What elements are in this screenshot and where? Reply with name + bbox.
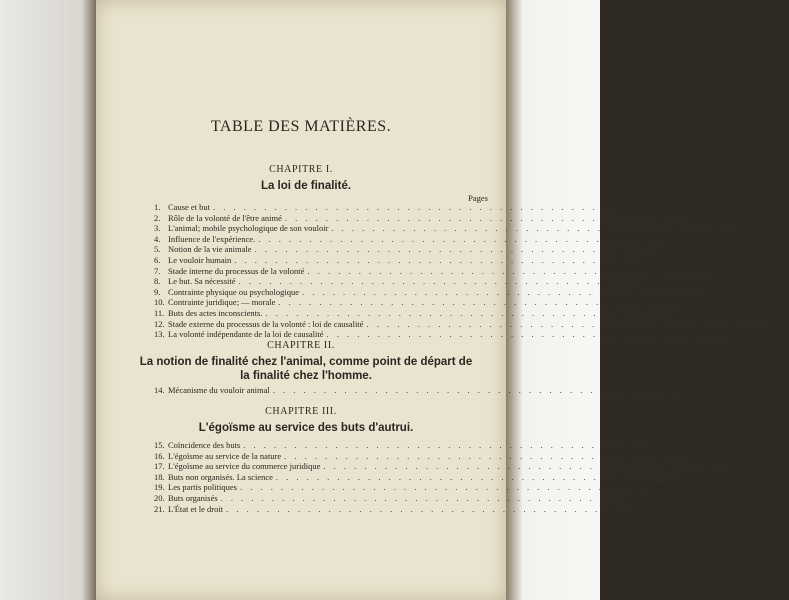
toc-entry [154, 286, 725, 298]
chapter-1-entries [154, 202, 789, 340]
chapter-3-label: CHAPITRE III. [265, 406, 337, 417]
toc-entry-page: 15 [780, 318, 789, 329]
dot-leader: . . . . . . . . . . . . . . . . . . . . . . . . . . . . . . . . . . . . . . . . [238, 276, 644, 287]
pages-column-label: Pages [468, 193, 488, 203]
toc-entry-page: 24 [698, 450, 708, 461]
left-background [0, 0, 96, 600]
toc-entry-title: Stade externe du processus de la volonté : loi de causalité [168, 318, 364, 329]
chapter-1-heading: La loi de finalité. [260, 180, 352, 192]
dot-leader: . . . . . . . . . . . . . . . . . . . . . . . . . . . . . . . . . . . . . . . . [226, 503, 631, 514]
toc-entry-title: Buts des actes inconscients. [168, 307, 263, 318]
toc-entry-number: 20. [154, 492, 165, 503]
dot-leader: . . . . . . . . . . . . . . . . . . . . . . . . . . . . . . . . . . . . . . . . [284, 450, 690, 461]
toc-entry [154, 461, 747, 472]
toc-entry [154, 471, 699, 483]
toc-entry-number: 7. [154, 265, 161, 276]
toc-entry-title: Contrainte juridique; — morale [168, 297, 276, 308]
toc-entry-page: 18 [687, 385, 696, 395]
toc-entry-title: Les partis politiques [168, 482, 237, 493]
toc-entry [154, 503, 649, 515]
chapter-1-label: CHAPITRE I. [269, 164, 333, 175]
chapter-2-heading: La notion de finalité chez l'animal, comme point de départ de la finalité chez l'homme. [139, 356, 473, 382]
dot-leader: . . . . . . . . . . . . . . . . . . . . . . . . . . . . . . . . . . . . . . . . [265, 307, 671, 318]
toc-entry-title: Buts organisés [168, 492, 218, 503]
toc-entry [154, 254, 658, 266]
toc-entry-title: L'État et le droit [168, 503, 224, 514]
toc-entry-page: 2 [703, 212, 708, 223]
dot-leader: . . . . . . . . . . . . . . . . . . . . . . . . . . . . . . . . . . . . . . . . [234, 254, 640, 265]
toc-entry-number: 1. [154, 202, 161, 212]
toc-entry-title: Cause et but [168, 202, 211, 212]
toc-entry-number: 17. [154, 461, 165, 472]
toc-entry [154, 440, 667, 451]
toc-entry [154, 385, 696, 396]
toc-entry-number: 18. [154, 471, 165, 482]
dot-leader: . . . . . . . . . . . . . . . . . . . . . . . . . . . . . . . . . . . . . . . . [272, 385, 678, 395]
toc-entry-number: 2. [154, 212, 161, 223]
toc-entry-number: 8. [154, 276, 161, 287]
toc-entry [154, 492, 644, 504]
toc-entry-number: 13. [154, 329, 165, 340]
chapter-3-heading: L'égoïsme au service des buts d'autrui. [198, 422, 414, 434]
toc-entry-page: 8 [657, 276, 662, 287]
chapter-3-entries [154, 440, 747, 514]
dot-leader: . . . . . . . . . . . . . . . . . . . . . . . . . . . . . . . . . . . . . . . . [254, 244, 660, 255]
dot-leader: . . . . . . . . . . . . . . . . . . . . . . . . . . . . . . . . . . . . . . . . [307, 265, 713, 276]
toc-entry-number: 6. [154, 254, 161, 265]
toc-entry-number: 10. [154, 297, 165, 308]
toc-entry-page: 25 [737, 461, 747, 472]
toc-entry-number: 16. [154, 450, 165, 461]
toc-entry-page: 29 [654, 482, 663, 493]
toc-entry-page: 23 [657, 440, 667, 450]
toc-entry-title: L'égoïsme au service du commerce juridique [168, 461, 321, 472]
toc-entry-number: 5. [154, 244, 161, 255]
toc-entry-page: 3 [750, 223, 755, 234]
dot-leader: . . . . . . . . . . . . . . . . . . . . . . . . . . . . . . . . . . . . . . . . [278, 297, 684, 308]
toc-entry [154, 318, 789, 330]
toc-entry-page: 1 [631, 202, 636, 212]
toc-entry [154, 233, 682, 245]
dot-leader: . . . . . . . . . . . . . . . . . . . . . . . . . . . . . . . . . . . . . . . . [243, 440, 649, 450]
toc-entry [154, 482, 663, 493]
toc-entry-page: 4 [676, 233, 682, 244]
toc-entry-page: 7 [726, 265, 731, 276]
toc-entry-number: 12. [154, 318, 165, 329]
toc-entry [154, 329, 750, 340]
toc-entry-title: Rôle de la volonté de l'être animé [168, 212, 282, 223]
book-page [96, 0, 789, 600]
toc-entry-number: 21. [154, 503, 165, 514]
toc-entry-page: 10 [716, 286, 725, 297]
toc-entry [154, 307, 689, 319]
toc-entry-page: 29 [635, 492, 644, 503]
toc-entry-page: 7 [652, 254, 658, 265]
toc-entry [154, 276, 662, 287]
toc-entry-page: 13 [679, 307, 689, 318]
toc-entry-page: 28 [690, 471, 699, 482]
dot-leader: . . . . . . . . . . . . . . . . . . . . . . . . . . . . . . . . . . . . . . . . [331, 223, 737, 234]
dot-leader: . . . . . . . . . . . . . . . . . . . . . . . . . . . . . . . . . . . . . . . . [275, 471, 681, 482]
chapter-2-label: CHAPITRE II. [267, 340, 335, 351]
toc-entry-page: 12 [692, 297, 702, 308]
toc-entry-title: Buts non organisés. La science [168, 471, 273, 482]
toc-entry-title: Coïncidence des buts [168, 440, 241, 450]
dot-leader: . . . . . . . . . . . . . . . . . . . . . . . . . . . . . . . . . . . . . . . . [258, 233, 664, 244]
dot-leader: . . . . . . . . . . . . . . . . . . . . . . . . . . . . . . . . . . . . . . . . [323, 461, 729, 472]
dot-leader: . . . . . . . . . . . . . . . . . . . . . . . . . . . . . . . . . . . . . . . . [220, 492, 626, 503]
toc-entry-title: L'animal; mobile psychologique de son vouloir [168, 223, 329, 234]
toc-entry-number: 19. [154, 482, 165, 493]
toc-entry-number: 11. [154, 307, 165, 318]
toc-entry-page: 30 [640, 503, 649, 514]
toc-entry-number: 15. [154, 440, 165, 450]
toc-entry-page: 15 [740, 329, 750, 340]
page-title: TABLE DES MATIÈRES. [210, 118, 392, 135]
toc-entry [154, 202, 636, 213]
dot-leader: . . . . . . . . . . . . . . . . . . . . . . . . . . . . . . . . . . . . . . . . [284, 212, 690, 223]
chapter-2-entries [154, 385, 696, 396]
toc-entry-number: 14. [154, 385, 165, 395]
toc-entry-page: 5 [673, 244, 678, 255]
toc-entry-title: Notion de la vie animale [168, 244, 252, 255]
toc-entry-title: Mécanisme du vouloir animal [168, 385, 270, 395]
toc-entry-title: Le vouloir humain [168, 254, 232, 265]
toc-entry [154, 450, 708, 462]
toc-entry-title: Le but. Sa nécessité [168, 276, 236, 287]
dot-leader: . . . . . . . . . . . . . . . . . . . . . . . . . . . . . . . . . . . . . . . . [366, 318, 772, 329]
toc-entry [154, 265, 731, 277]
dot-leader: . . . . . . . . . . . . . . . . . . . . . . . . . . . . . . . . . . . . . . . . [239, 482, 645, 493]
toc-entry [154, 244, 678, 255]
dot-leader: . . . . . . . . . . . . . . . . . . . . . . . . . . . . . . . . . . . . . . . . [302, 286, 707, 297]
toc-entry [154, 212, 708, 224]
toc-entry-title: Contrainte physique ou psychologique [168, 286, 300, 297]
dot-leader: . . . . . . . . . . . . . . . . . . . . . . . . . . . . . . . . . . . . . . . . [213, 202, 618, 212]
toc-entry-number: 9. [154, 286, 161, 297]
toc-entry-title: L'égoïsme au service de la nature [168, 450, 282, 461]
toc-entry [154, 297, 702, 308]
toc-entry-number: 3. [154, 223, 161, 234]
toc-entry-number: 4. [154, 233, 161, 244]
dot-leader: . . . . . . . . . . . . . . . . . . . . . . . . . . . . . . . . . . . . . . . . [326, 329, 732, 340]
toc-entry [154, 223, 755, 234]
toc-entry-title: La volonté indépendante de la loi de causalité [168, 329, 324, 340]
toc-entry-title: Influence de l'expérience. [168, 233, 256, 244]
toc-entry-title: Stade interne du processus de la volonté [168, 265, 305, 276]
